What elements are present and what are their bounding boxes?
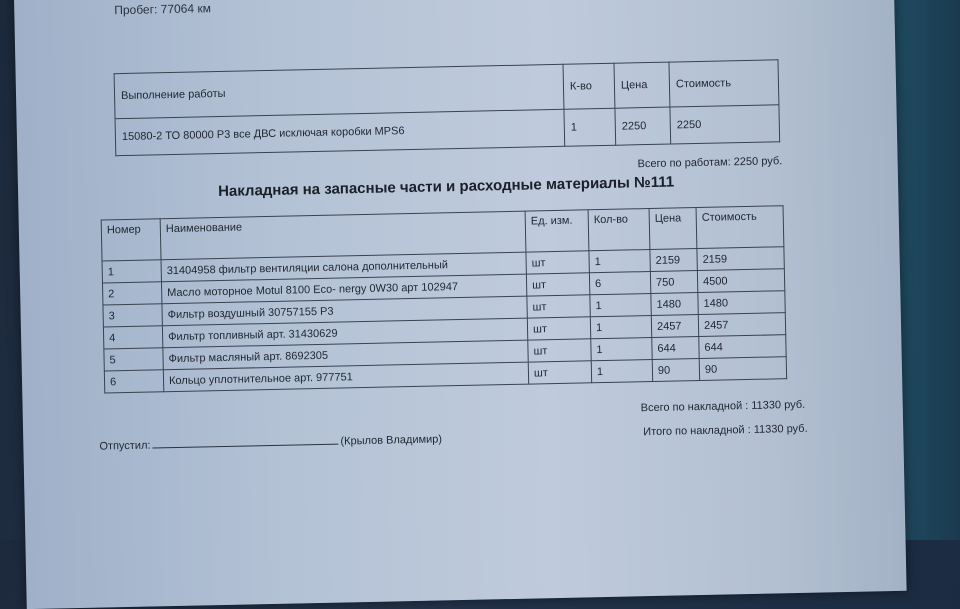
released-name: (Крылов Владимир) bbox=[340, 433, 443, 448]
parts-header-qty: Кол-во bbox=[588, 209, 650, 251]
parts-cost: 2457 bbox=[698, 313, 785, 337]
parts-header-price: Цена bbox=[649, 208, 697, 250]
parts-unit: шт bbox=[527, 295, 590, 318]
parts-number: 6 bbox=[104, 370, 163, 393]
parts-name: Фильтр воздушный 30757155 Р3 bbox=[162, 296, 527, 326]
grand-total: Итого по накладной : 11330 руб. bbox=[643, 422, 808, 439]
invoice-title: Накладная на запасные части и расходные материалы №111 bbox=[217, 173, 675, 201]
parts-number: 1 bbox=[102, 260, 161, 283]
parts-qty: 1 bbox=[591, 359, 652, 382]
parts-unit: шт bbox=[528, 339, 591, 362]
work-total: Всего по работам: 2250 руб. bbox=[637, 155, 783, 171]
work-header-cost: Стоимость bbox=[669, 60, 779, 107]
parts-qty: 1 bbox=[591, 337, 652, 360]
parts-header-unit: Ед. изм. bbox=[525, 210, 589, 252]
parts-unit: шт bbox=[528, 361, 591, 384]
parts-cost: 644 bbox=[699, 335, 786, 359]
work-table bbox=[114, 59, 781, 156]
parts-price: 644 bbox=[652, 337, 699, 360]
parts-price: 2159 bbox=[650, 249, 697, 272]
work-cost: 2250 bbox=[670, 105, 780, 144]
signature-line bbox=[152, 434, 338, 449]
parts-price: 750 bbox=[650, 271, 697, 294]
work-name: 15080-2 ТО 80000 Р3 все ДВС исключая коробки MPS6 bbox=[115, 109, 565, 155]
work-price: 2250 bbox=[615, 107, 671, 145]
work-header-price: Цена bbox=[614, 62, 670, 108]
parts-unit: шт bbox=[526, 251, 589, 274]
parts-qty: 1 bbox=[590, 294, 651, 317]
released-label: Отпустил: bbox=[99, 439, 151, 453]
parts-price: 2457 bbox=[651, 315, 698, 338]
parts-number: 3 bbox=[103, 304, 162, 327]
parts-number: 4 bbox=[103, 326, 162, 349]
parts-header-cost: Стоимость bbox=[696, 206, 784, 249]
parts-number: 5 bbox=[104, 348, 163, 371]
parts-unit: шт bbox=[527, 317, 590, 340]
parts-price: 90 bbox=[652, 359, 699, 382]
parts-header-name: Наименование bbox=[160, 211, 526, 260]
parts-table bbox=[101, 205, 787, 393]
parts-unit: шт bbox=[526, 273, 589, 296]
parts-cost: 2159 bbox=[697, 247, 784, 271]
mileage-text: Пробег: 77064 км bbox=[114, 1, 212, 18]
parts-total: Всего по накладной : 11330 руб. bbox=[640, 398, 806, 415]
parts-name: Фильтр топливный арт. 31430629 bbox=[162, 318, 527, 348]
parts-cost: 4500 bbox=[697, 269, 784, 293]
parts-price: 1480 bbox=[651, 293, 698, 316]
work-header-qty: К-во bbox=[563, 63, 615, 109]
parts-name: 31404958 фильтр вентиляции салона дополнительный bbox=[161, 252, 526, 282]
work-qty: 1 bbox=[564, 108, 616, 146]
parts-cost: 1480 bbox=[698, 291, 785, 315]
parts-cost: 90 bbox=[699, 357, 786, 381]
parts-name: Кольцо уплотнительное арт. 977751 bbox=[163, 362, 528, 392]
parts-header-number: Номер bbox=[101, 219, 161, 261]
parts-name: Масло моторное Motul 8100 Eco- nergy 0W30 арт 102947 bbox=[161, 274, 526, 304]
released-signature-line bbox=[99, 431, 442, 452]
parts-qty: 1 bbox=[589, 250, 650, 273]
parts-name: Фильтр масляный арт. 8692305 bbox=[163, 340, 528, 370]
parts-number: 2 bbox=[102, 282, 161, 305]
work-header-name: Выполнение работы bbox=[114, 64, 564, 118]
invoice-paper bbox=[13, 0, 906, 609]
parts-qty: 6 bbox=[589, 272, 650, 295]
parts-qty: 1 bbox=[590, 316, 651, 339]
